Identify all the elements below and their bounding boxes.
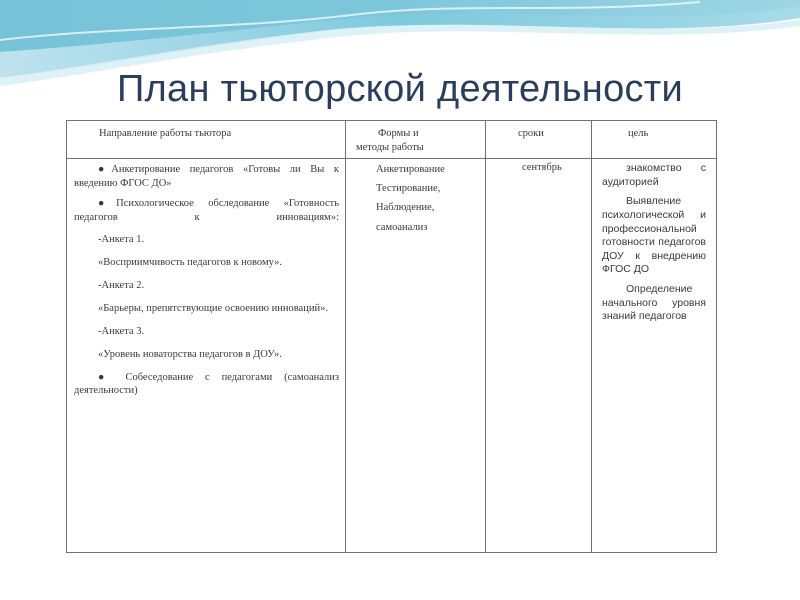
goal-cell — [592, 159, 717, 553]
direction-item: ●Анкетирование педагогов «Готовы ли Вы к введению ФГОС ДО» — [74, 164, 339, 189]
terms-cell — [486, 159, 592, 553]
header-forms-line1: Формы и — [378, 128, 419, 139]
table-row — [67, 159, 717, 553]
direction-item: «Уровень новаторства педагогов в ДОУ». — [98, 348, 282, 360]
goal-item: знакомство с аудиторией — [602, 162, 706, 188]
direction-item: «Восприимчивость педагогов к новому». — [98, 257, 283, 269]
forms-item: самоанализ — [376, 221, 428, 233]
goal-item: Определение начального уровня знаний педагогов — [602, 283, 706, 323]
header-direction: Направление работы тьютора — [67, 121, 346, 159]
direction-item: ●Психологическое обследование «Готовность педагогов к инновациям»: — [74, 197, 339, 223]
direction-item: ● Собеседование с педагогами (самоанализ деятельности) — [74, 371, 339, 397]
header-goal: цель — [592, 121, 717, 159]
direction-item: -Анкета 1. — [98, 234, 145, 246]
activity-plan-table — [66, 120, 717, 553]
direction-item: -Анкета 2. — [98, 280, 145, 292]
forms-item: Тестирование, — [376, 183, 441, 195]
direction-item: «Барьеры, препятствующие освоению инноваций». — [98, 303, 328, 315]
header-forms-line2: методы работы — [356, 141, 424, 153]
terms-value: сентябрь — [522, 162, 562, 173]
table-header-row — [67, 121, 717, 159]
forms-item: Анкетирование — [376, 164, 445, 175]
direction-cell — [67, 159, 346, 553]
header-terms: сроки — [486, 121, 592, 159]
goal-item: Выявление психологической и профессиональной готовности педагогов ДОУ к внедрению ФГОС ДО — [602, 195, 706, 276]
header-forms — [346, 121, 486, 159]
direction-item: -Анкета 3. — [98, 325, 145, 337]
forms-item: Наблюдение, — [376, 202, 435, 214]
slide-title: План тьюторской деятельности — [116, 68, 684, 110]
forms-cell — [346, 159, 486, 553]
